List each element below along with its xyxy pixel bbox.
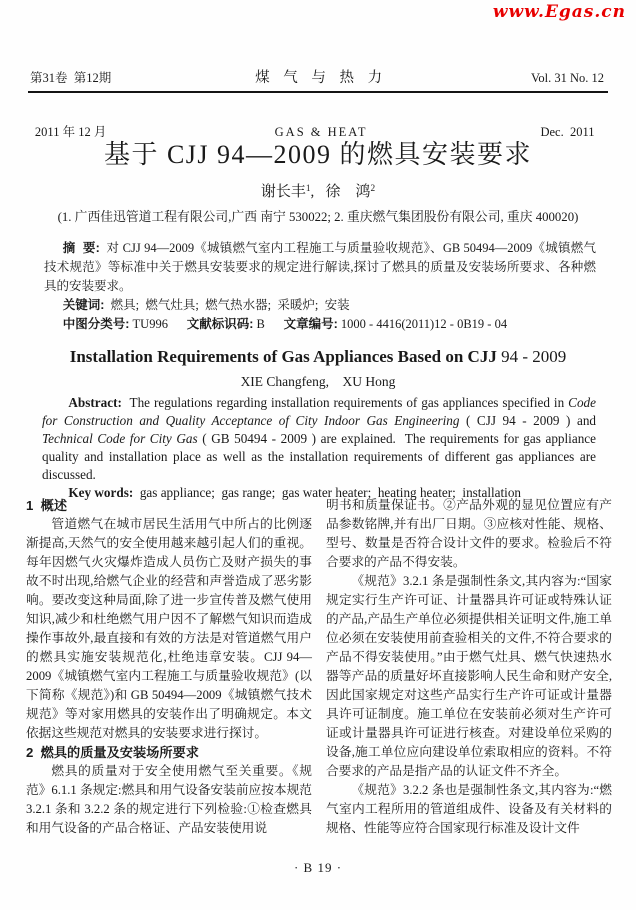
authors-cn: 谢长丰$^1$, 徐 鸿$^2$ bbox=[260, 184, 376, 200]
volume-issue-cn: 第31卷 第12期 bbox=[30, 71, 112, 85]
journal-title-cn: 煤 气 与 热 力 bbox=[255, 70, 388, 86]
page-number: · B 19 · bbox=[293, 860, 343, 875]
chinese-abstract-block bbox=[44, 239, 596, 334]
section-1-heading: 1 概述 bbox=[26, 498, 68, 513]
volume-issue-en: Vol. 31 No. 12 bbox=[530, 71, 604, 85]
section-2-heading: 2 燃具的质量及安装场所要求 bbox=[26, 745, 199, 760]
affiliation-line: (1. 广西佳迅管道工程有限公司,广西 南宁 530022; 2. 重庆燃气集团股份有限公司, 重庆 400020) bbox=[57, 210, 579, 224]
section-2-paragraph-left: 燃具的质量对于安全使用燃气至关重要。《规范》6.1.1 条规定:燃具和用气设备安装前应按本规范 3.2.1 条和 3.2.2 条的规定进行下列检验:①检查燃具和用气设备的产品合格证、产品安装使用说 bbox=[26, 764, 316, 835]
clause-3-2-1-paragraph: 《规范》3.2.1 条是强制性条文,其内容为:“国家规定实行生产许可证、计量器具许可证或特殊认证的产品,产品生产单位必须提供相关证明文件,施工单位必须在安装使用前查验相关的文件,不符合要求的产品不得安装使用。”由于燃气灶具、燃气快速热水器等产品的质量好坏直接影响人民生命和财产安全,因此国家规定对这些产品实行生产许可证或计量器具许可证制度。施工单位在安装前必须对生产许可证或计量器具许可证进行核查。对建设单位采购的设备,施工单位应向建设单位索取相应的资料。不符合要求的产品是指产品的认证文件不齐全。 bbox=[326, 574, 612, 778]
issue-date-cn: 2011 年 12 月 bbox=[34, 125, 107, 139]
authors-en: XIE Changfeng, XU Hong bbox=[240, 374, 396, 389]
article-title-en: Installation Requirements of Gas Appliances Based on CJJ 94 - 2009 bbox=[69, 347, 567, 366]
issue-date-en: Dec. 2011 bbox=[540, 125, 595, 139]
journal-title-en: GAS & HEAT bbox=[274, 125, 368, 139]
article-title-cn: 基于 CJJ 94—2009 的燃具安装要求 bbox=[103, 140, 533, 169]
section-2-paragraph-continued: 明书和质量保证书。②产品外观的显见位置应有产品参数铭牌,并有出厂日期。③应核对性能、规格、型号、数量是否符合设计文件的要求。检验后不符合要求的产品不得安装。 bbox=[326, 498, 612, 569]
section-1-paragraph: 管道燃气在城市居民生活用气中所占的比例逐渐提高,天然气的安全使用越来越引起人们的重视。每年因燃气火灾爆炸造成人员伤亡及财产损失的事故不时出现,给燃气企业的经营和声誉造成了恶劣影响。要改变这种局面,除了进一步宣传普及燃气使用知识,减少和杜绝燃气用户因不了解燃气知识而造成操作事故外,最直接和有效的方法是对管道燃气用户的燃具实施安装规范化,杜绝违章安装。CJJ 94—2009《城镇燃气室内工程施工与质量验收规范》(以下简称《规范》)和 GB 50494—2009《城镇燃气技术规范》等对家用燃具的安装作出了明确规定。本文依据这些规范对燃具的安装要求进行探讨。 bbox=[26, 517, 312, 740]
article-body bbox=[26, 496, 612, 860]
keywords-en: Key words: gas appliance; gas range; gas water heater; heating heater; installation bbox=[68, 485, 522, 500]
keywords-cn: 关键词: 燃具; 燃气灶具; 燃气热水器; 采暖炉; 安装 bbox=[62, 298, 350, 312]
clc-number-line: 中图分类号: TU996 文献标识码: B 文章编号: 1000 - 4416(2011)12 - 0B19 - 04 bbox=[62, 317, 508, 331]
right-column bbox=[326, 496, 612, 860]
english-abstract-block bbox=[42, 394, 600, 502]
header-divider bbox=[28, 91, 608, 93]
abstract-cn: 摘 要: 对 CJJ 94—2009《城镇燃气室内工程施工与质量验收规范》、GB 50494—2009《城镇燃气技术规范》等标准中关于燃具安装要求的规定进行解读,探讨了燃具的质量及安装场所要求、各种燃具的安装要求。 bbox=[44, 241, 596, 293]
left-column bbox=[26, 496, 316, 860]
clause-3-2-2-paragraph: 《规范》3.2.2 条也是强制性条文,其内容为:“燃气室内工程所用的管道组成件、设备及有关材料的规格、性能等应符合国家现行标准及设计文件 bbox=[326, 783, 612, 835]
site-watermark: www.Egas.cn bbox=[492, 2, 626, 22]
abstract-en: Abstract: The regulations regarding installation requirements of gas appliances specified in Code for Construction and Quality Acceptance of City Indoor Gas Engineering ( CJJ 94 - 2009 ) and Technical Code for City Gas ( GB 50494 - 2009 ) are explained. The requirements for gas appliance quality and installation place as well as the installation requirements of different gas appliances are discussed. bbox=[42, 395, 600, 482]
